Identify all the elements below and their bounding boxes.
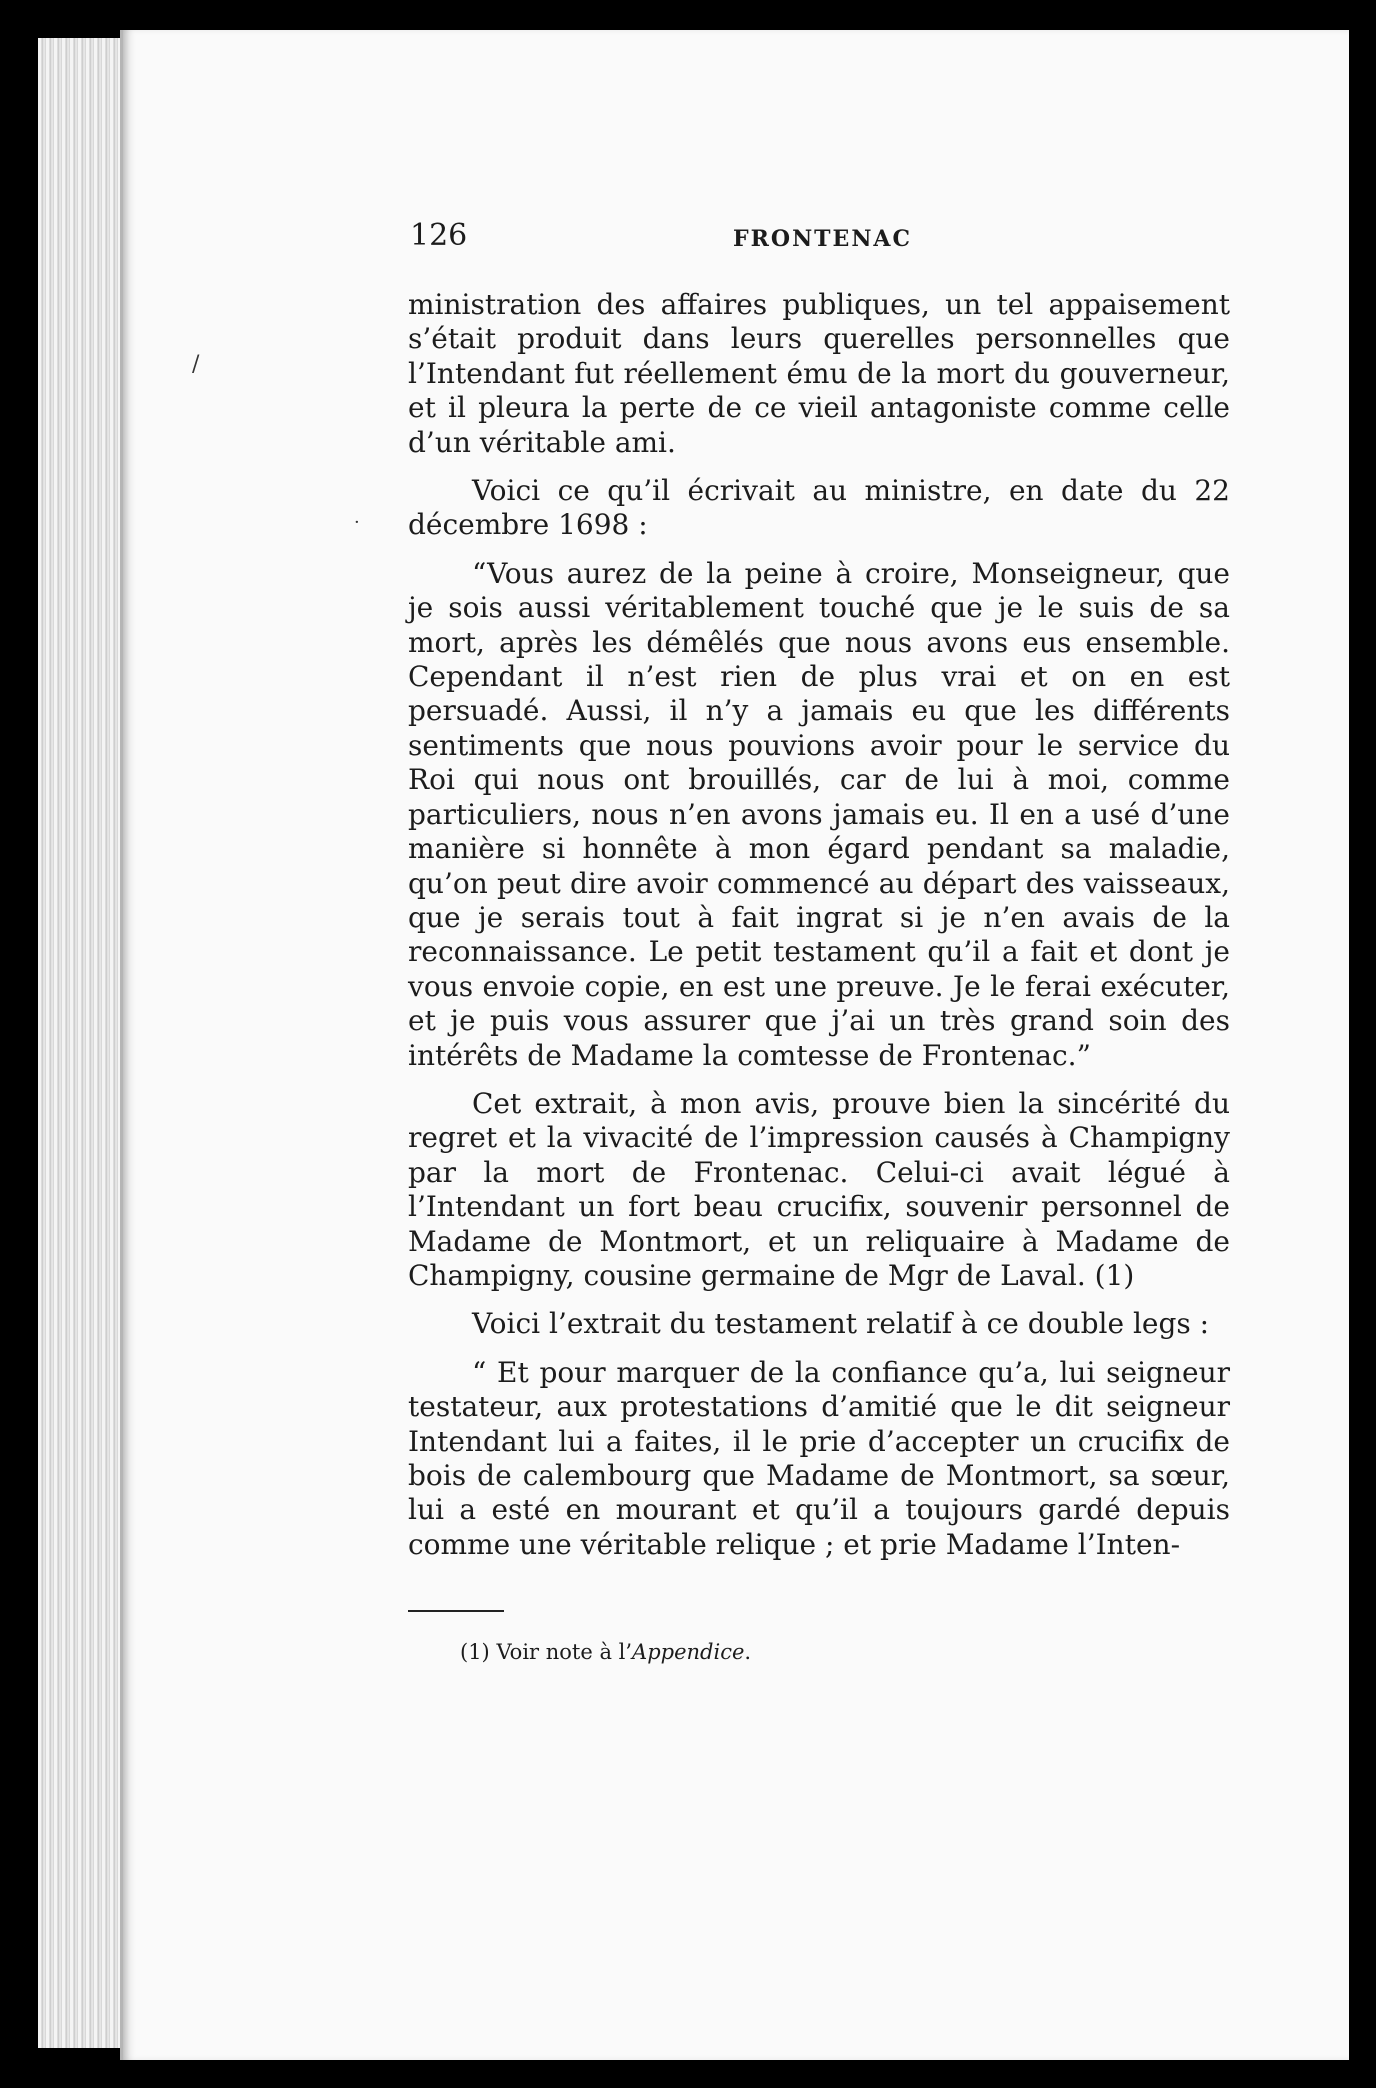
footnote-emphasis: Appendice [632, 1640, 745, 1665]
paragraph: Cet extrait, à mon avis, prouve bien la sincérité du regret et la vivacité de l’impression causés à Champigny par la mort de Frontenac. Celui-ci avait légué à l’Intendant un fort beau crucifix, souvenir personnel de Madame de Montmort, et un reliquaire à Madame de Champigny, cousine germaine de Mgr de Laval. (1) [408, 1086, 1230, 1292]
margin-dot: · [354, 512, 360, 533]
footnote-end: . [744, 1640, 752, 1665]
margin-mark: / [192, 352, 200, 377]
footnote [408, 1638, 1230, 1666]
page-number: 126 [410, 218, 468, 253]
running-head: FRONTENAC [733, 226, 913, 252]
body-text [408, 288, 1230, 1666]
quotation-paragraph: “Vous aurez de la peine à croire, Monseigneur, que je sois aussi véritablement touché que je le suis de sa mort, après les démêlés que nous avons eus ensemble. Cependant il n’est rien de plus vrai et on en est persuadé. Aussi, il n’y a jamais eu que les différents sentiments que nous pouvions avoir pour le service du Roi qui nous ont brouillés, car de lui à moi, comme particuliers, nous n’en avons jamais eu. Il en a usé d’une manière si honnête à mon égard pendant sa maladie, qu’on peut dire avoir commencé au départ des vaisseaux, que je serais tout à fait ingrat si je n’en avais de la reconnaissance. Le petit testament qu’il a fait et dont je vous envoie copie, en est une preuve. Je le ferai exécuter, et je puis vous assurer que j’ai un très grand soin des intérêts de Madame la comtesse de Frontenac.” [408, 556, 1230, 1072]
footnote-marker: (1) [460, 1640, 490, 1665]
footnote-rule [408, 1610, 504, 1612]
paragraph: Voici l’extrait du testament relatif à ce double legs : [472, 1307, 1210, 1341]
paragraph: Voici ce qu’il écrivait au ministre, en date du 22 décembre 1698 : [408, 474, 1230, 542]
footnote-text: Voir note à l’ [496, 1640, 633, 1665]
quotation-paragraph: “ Et pour marquer de la confiance qu’a, lui seigneur testateur, aux protestations d’amitié que le dit seigneur Intendant lui a faites, il le prie d’accepter un crucifix de bois de calembourg que Madame de Montmort, sa sœur, lui a esté en mourant et qu’il a toujours gardé depuis comme une véritable relique ; et prie Madame l’Inten- [408, 1355, 1230, 1561]
paragraph: ministration des affaires publiques, un tel appaisement s’était produit dans leurs querelles personnelles que l’Intendant fut réellement ému de la mort du gouverneur, et il pleura la perte de ce vieil antagoniste comme celle d’un véritable ami. [408, 288, 1230, 459]
